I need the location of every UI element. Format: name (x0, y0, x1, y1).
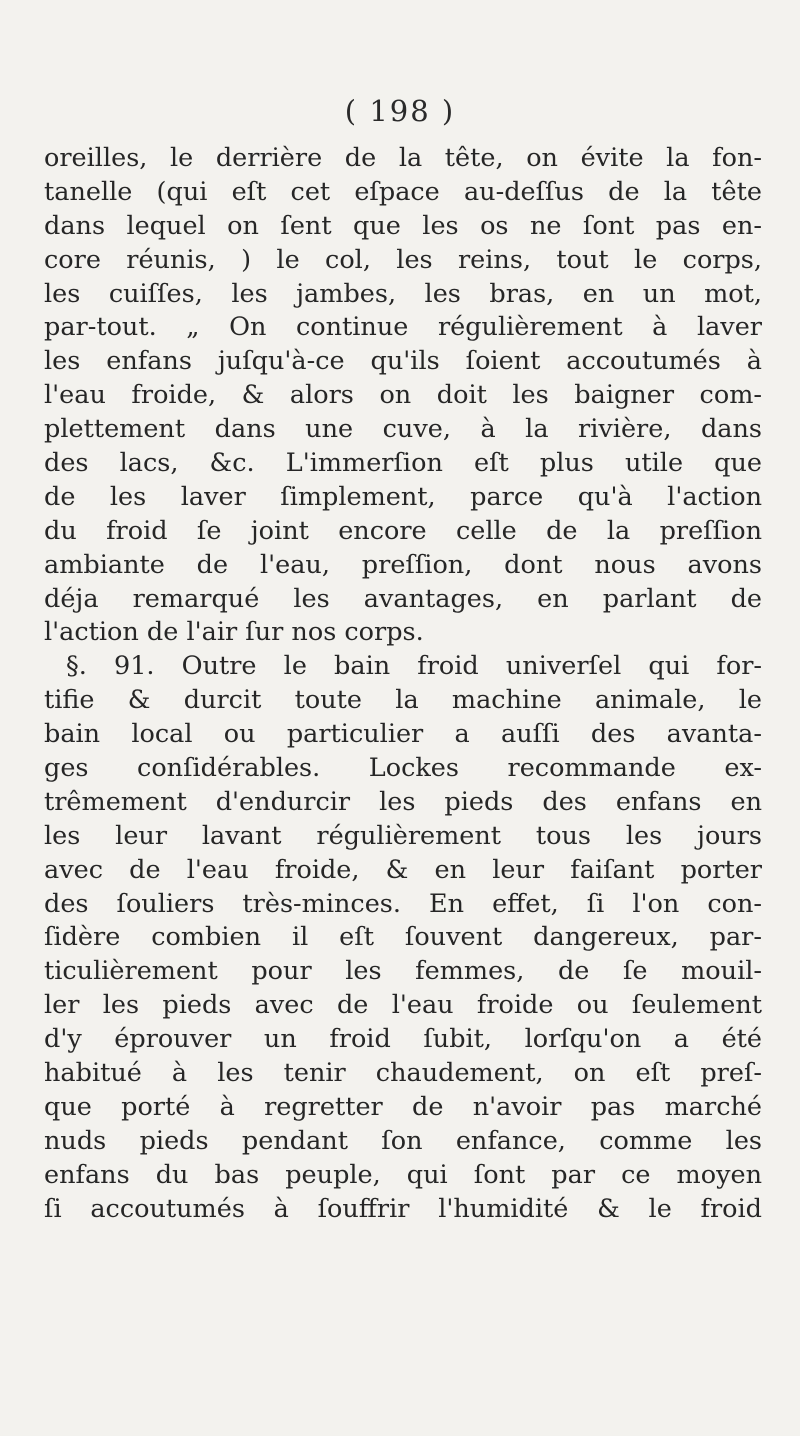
text-line: enfans du bas peuple, qui ſont par ce moyen (44, 1159, 762, 1190)
text-line: bain local ou particulier a auſſi des avanta- (44, 719, 762, 750)
text-line: que porté à regretter de n'avoir pas marché (44, 1091, 762, 1122)
text-line: ticulièrement pour les femmes, de ſe mouil- (44, 956, 762, 987)
text-line: ler les pieds avec de l'eau froide ou ſeulement (44, 990, 762, 1021)
text-line: les cuiſſes, les jambes, les bras, en un mot, (44, 278, 762, 309)
text-line: ſidère combien il eſt ſouvent dangereux, par- (44, 922, 762, 953)
text-line: ges conſidérables. Lockes recommande ex- (44, 753, 762, 784)
text-line: ambiante de l'eau, preſſion, dont nous avons (44, 549, 762, 580)
text-line: ſi accoutumés à ſouffrir l'humidité & le froid (44, 1193, 762, 1224)
section-start-line: §. 91. Outre le bain froid univerſel qui for- (66, 651, 762, 682)
text-line: habitué à les tenir chaudement, on eſt preſ- (44, 1058, 762, 1089)
text-line: tifie & durcit toute la machine animale, le (44, 685, 762, 716)
text-line: plettement dans une cuve, à la rivière, dans (44, 414, 762, 445)
body-text (44, 142, 762, 1227)
text-line: l'eau froide, & alors on doit les baigner com- (44, 380, 762, 411)
text-line-paragraph-end: l'action de l'air ſur nos corps. (44, 617, 424, 648)
text-line: du froid ſe joint encore celle de la preſſion (44, 515, 762, 546)
page-number: ( 198 ) (344, 94, 456, 128)
text-line: des lacs, &c. L'immerſion eſt plus utile que (44, 448, 762, 479)
text-line: dans lequel on ſent que les os ne ſont pas en- (44, 210, 762, 241)
text-line: avec de l'eau froide, & en leur faiſant porter (44, 854, 762, 885)
text-line: oreilles, le derrière de la tête, on évite la fon- (44, 143, 762, 173)
text-line: trêmement d'endurcir les pieds des enfans en (44, 786, 762, 817)
text-line: tanelle (qui eſt cet eſpace au-deſſus de la tête (44, 176, 762, 207)
text-line: nuds pieds pendant ſon enfance, comme les (44, 1125, 762, 1156)
text-line: des ſouliers très-minces. En effet, ſi l'on con- (44, 888, 762, 919)
text-line: core réunis, ) le col, les reins, tout le corps, (44, 244, 762, 275)
text-line: déja remarqué les avantages, en parlant de (44, 583, 762, 614)
text-line: d'y éprouver un froid ſubit, lorſqu'on a été (44, 1024, 762, 1055)
text-line: les leur lavant régulièrement tous les jours (44, 820, 762, 851)
text-line: de les laver ſimplement, parce qu'à l'action (44, 481, 762, 512)
text-line: par-tout. „ On continue régulièrement à laver (44, 312, 762, 343)
text-line: les enfans juſqu'à-ce qu'ils ſoient accoutumés à (44, 346, 762, 377)
